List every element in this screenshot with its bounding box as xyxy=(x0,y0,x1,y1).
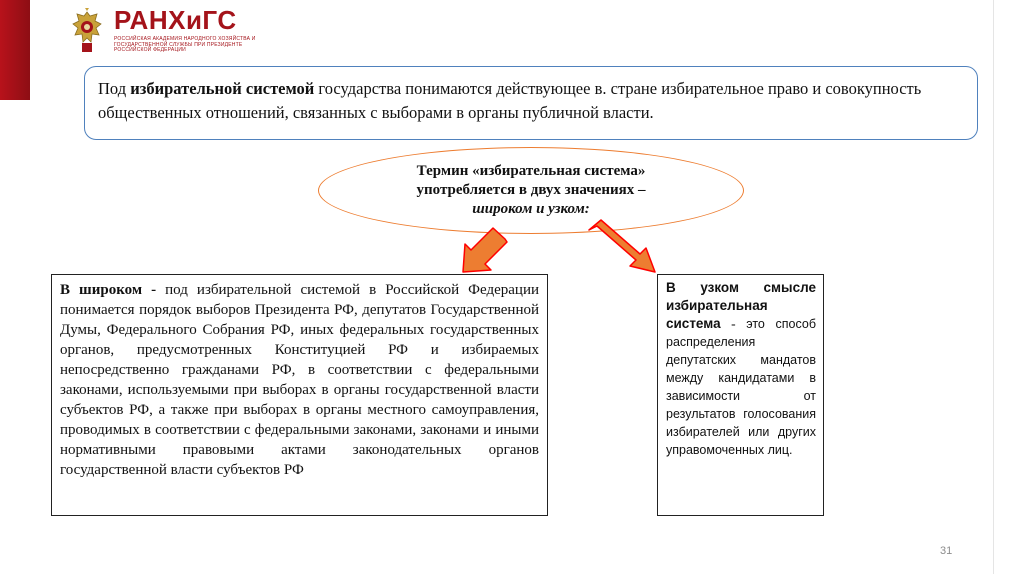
definition-rest: государства понимаются действующее в. стране избирательное право и совокупность общественных отношений, связанных с выборами в органы публичной власти. xyxy=(98,79,922,122)
broad-meaning-lead: В широком - xyxy=(60,282,166,298)
definition-term: избирательной системой xyxy=(130,79,315,98)
definition-prefix: Под xyxy=(98,79,131,98)
broad-meaning-text: под избирательной системой в Российской Федерации понимается порядок выборов Президента РФ, депутатов Государственной Думы, Федерального Собрания РФ, иных федеральных государственных органов, предусмотренных Конституцией РФ и избираемых непосредственно гражданами РФ, в соответствии с федеральными законами, используемыми при выборах в органы государственной власти субъектов РФ, а также при выборах в органы местного самоуправления, проводимых в соответствии с федеральными законами, законами и иными нормативными правовыми актами законодательных органов государственной власти субъектов РФ xyxy=(60,282,539,478)
term-line-3: широком и узком: xyxy=(472,201,590,217)
narrow-meaning-dash: - xyxy=(720,316,747,331)
page-number: 31 xyxy=(940,545,953,557)
term-line-2: употребляется в двух значениях – xyxy=(416,182,646,198)
narrow-meaning-text: это способ распределения депутатских мандатов между кандидатами в зависимости от результатов голосования избирателей или других управомоченных лиц. xyxy=(666,317,816,457)
term-line-1: Термин «избирательная система» xyxy=(416,163,646,179)
brand-subtitle: РОССИЙСКАЯ АКАДЕМИЯ НАРОДНОГО ХОЗЯЙСТВА И ГОСУДАРСТВЕННОЙ СЛУЖБЫ ПРИ ПРЕЗИДЕНТЕ РОССИЙСКОЙ ФЕДЕРАЦИИ xyxy=(114,36,256,53)
narrow-meaning-lead: В узком смысле избирательная система xyxy=(666,280,816,331)
narrow-meaning-box xyxy=(657,274,824,516)
arrow-down-right-icon xyxy=(589,220,655,272)
brand-name: РАНХиГС xyxy=(114,5,237,35)
arrow-down-left-icon xyxy=(463,228,507,272)
broad-meaning-box xyxy=(51,274,548,516)
